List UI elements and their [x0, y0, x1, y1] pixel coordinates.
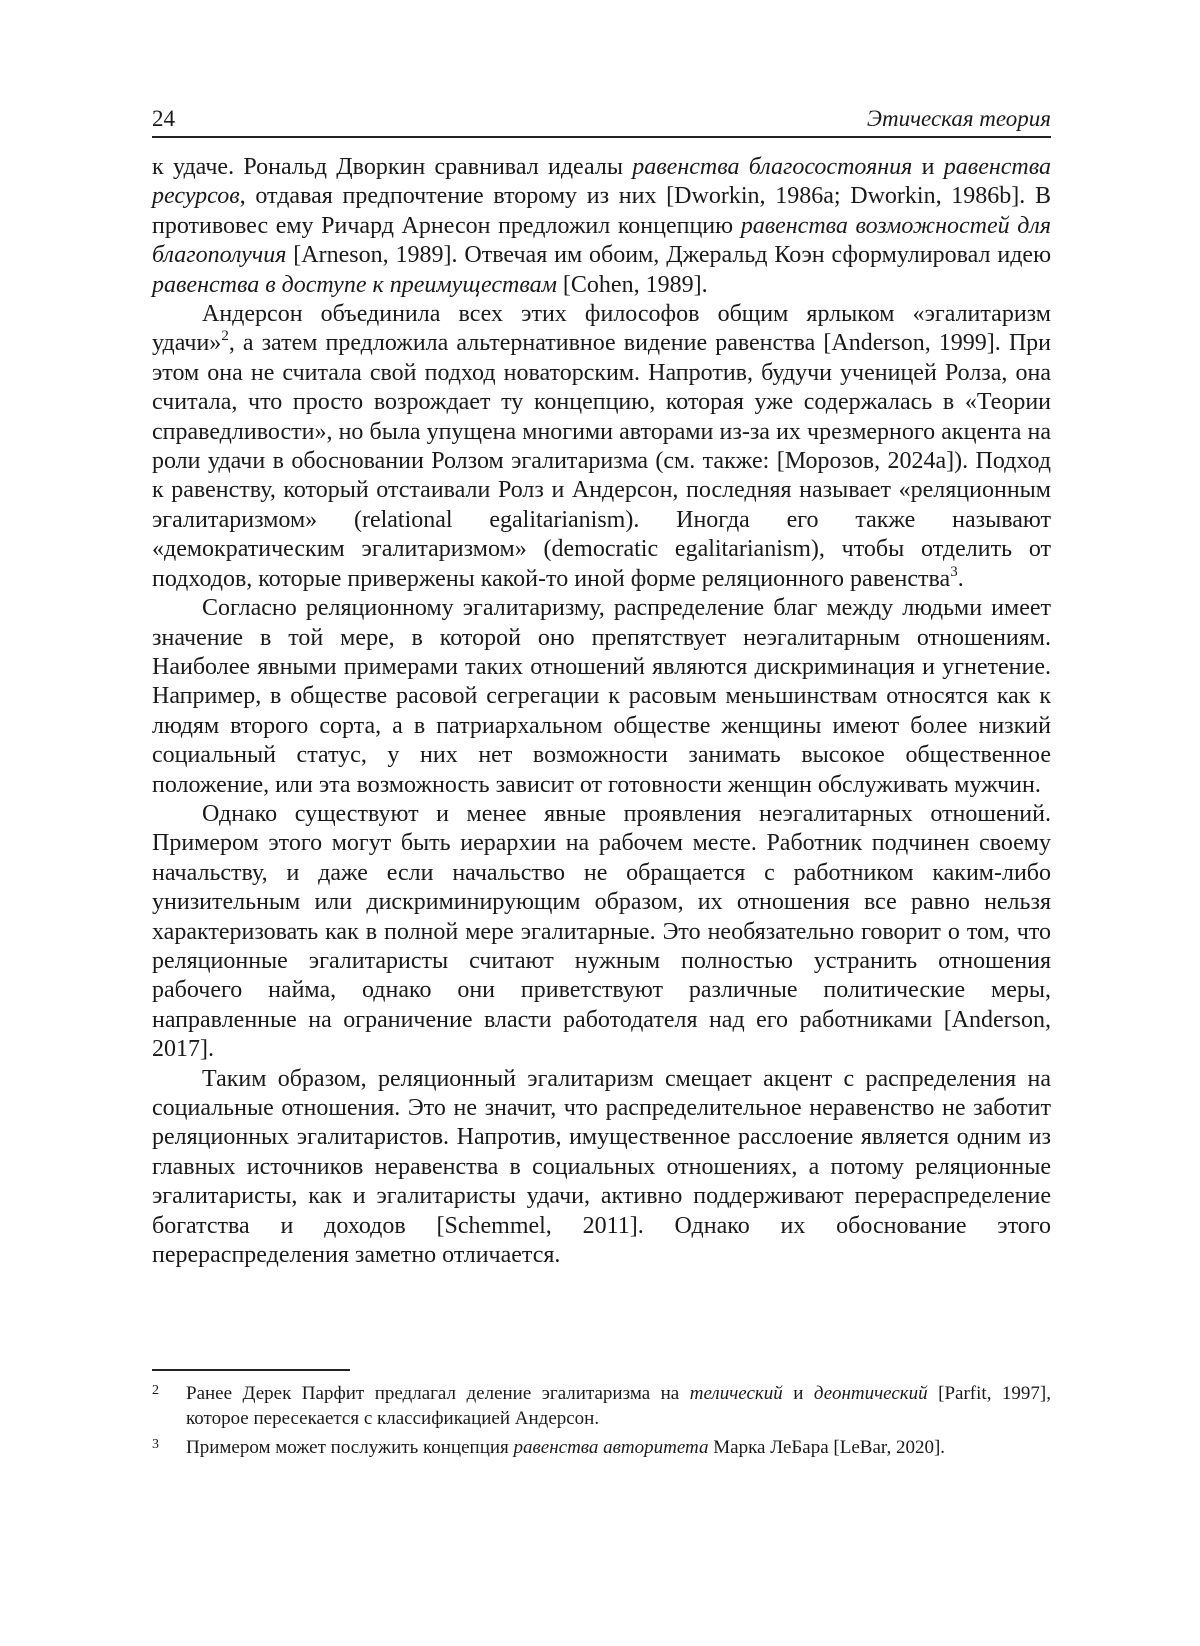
italic-term: равенства в доступе к преимуществам [152, 271, 557, 298]
paragraph-5: Таким образом, реляционный эгалитаризм смещает акцент с распределения на социальные отношения. Это не значит, что распределительное неравенство не заботит реляционных эгалитаристов. Напротив, имущественное расслоение является одним из главных источников неравенства в социальных отношениях, а потому реляционные эгалитаристы, как и эгалитаристы удачи, активно поддерживают перераспределение богатства и доходов [Schemmel, 2011]. Однако их обоснование этого перераспределения заметно отличается. [152, 1065, 1051, 1269]
italic-term: равенства благосостояния [632, 154, 913, 180]
italic-term: равенства возможностей для благополучия [152, 212, 1051, 269]
paragraph-1: к удаче. Рональд Дворкин сравнивал идеалы равенства благосостояния и равенства ресурсов, отдавая предпочтение второму из них [Dworkin, 1986a; Dworkin, 1986b]. В противовес ему Ричард Арнесон предложил концепцию равенства возможностей для благополучия [Arneson, 1989]. Отвечая им обоим, Джеральд Коэн сформулировал идею равенства в доступе к преимуществам [Cohen, 1989]. [152, 154, 1051, 298]
running-header [152, 100, 1051, 138]
footnote-mark: 3 [152, 1437, 159, 1452]
italic-term: телический [689, 1383, 783, 1404]
italic-term: равенства авторитета [513, 1437, 709, 1458]
footnote-3: 3 Примером может послужить концепция равенства авторитета Марка ЛеБара [LeBar, 2020]. [152, 1435, 1051, 1460]
page-number: 24 [152, 106, 175, 131]
footnote-ref-3[interactable]: 3 [950, 563, 958, 580]
footnote-mark: 2 [152, 1383, 159, 1398]
running-title: Этическая теория [866, 106, 1051, 131]
paragraph-3: Согласно реляционному эгалитаризму, распределение благ между людьми имеет значение в той мере, в которой оно препятствует неэгалитарным отношениям. Наиболее явными примерами таких отношений являются дискриминация и угнетение. Например, в обществе расовой сегрегации к расовым меньшинствам относятся как к людям второго сорта, а в патриархальном обществе женщины имеют более низкий социальный статус, у них нет возможности занимать высокое общественное положение, или эта возможность зависит от готовности женщин обслуживать мужчин. [152, 595, 1051, 798]
footnote-divider [152, 1369, 350, 1371]
italic-term: деонтический [813, 1383, 928, 1404]
paragraph-4: Однако существуют и менее явные проявления неэгалитарных отношений. Примером этого могут быть иерархии на рабочем месте. Работник подчинен своему начальству, и даже если начальство не обращается с работником каким-либо унизительным или дискриминирующим образом, их отношения все равно нельзя характеризовать как в полной мере эгалитарные. Это необязательно говорит о том, что реляционные эгалитаристы считают нужным полностью устранить отношения рабочего найма, однако они приветствуют различные политические меры, направленные на ограничение власти работодателя над его работниками [Anderson, 2017]. [152, 800, 1051, 1063]
footnote-ref-2[interactable]: 2 [221, 328, 229, 345]
footnotes [152, 1381, 1051, 1464]
italic-term: равенства ресурсов [152, 154, 1051, 210]
footnote-2: 2 Ранее Дерек Парфит предлагал деление эгалитаризма на телический и деонтический [Parfit, 1997], которое пересекается с классификацией Андерсон. [152, 1381, 1051, 1431]
paragraph-2: Андерсон объединила всех этих философов общим ярлыком «эгалитаризм удачи»$^2$, а затем предложила альтернативное видение равенства [Anderson, 1999]. При этом она не считала свой подход новаторским. Напротив, будучи ученицей Ролза, она считала, что просто возрождает ту концепцию, которая уже содержалась в «Теории справедливости», но была упущена многими авторами из-за их чрезмерного акцента на роли удачи в обосновании Ролзом эгалитаризма (см. также: [Морозов, 2024a]). Подход к равенству, который отстаивали Ролз и Андерсон, последняя называет «реляционным эгалитаризмом» (relational egalitarianism). Иногда его также называют «демократическим эгалитаризмом» (democratic egalitarianism), чтобы отделить от подходов, которые привержены какой-то иной форме реляционного равенства$^3$. [152, 301, 1051, 592]
main-text [152, 153, 1051, 1270]
